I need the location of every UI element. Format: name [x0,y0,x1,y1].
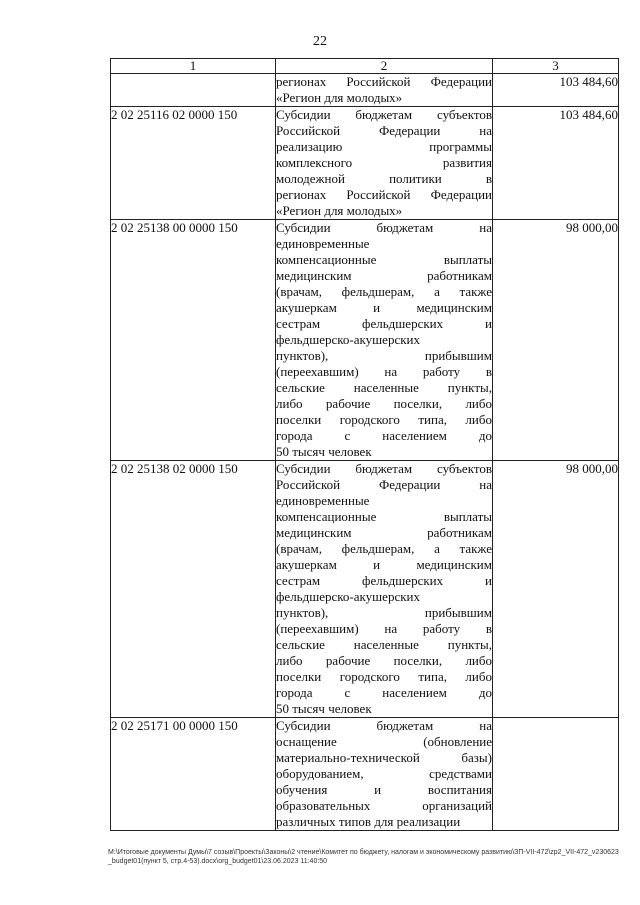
description-line: медицинским работникам [276,525,492,540]
description-line: молодежной политики в [276,171,492,186]
description-line: поселки городского типа, либо [276,669,492,684]
description-line: либо рабочие поселки, либо [276,396,492,411]
budget-code-cell: 2 02 25138 00 0000 150 [111,220,276,461]
description-cell [276,74,493,107]
description-line: компенсационные выплаты [276,509,492,524]
description-line: Российской Федерации на [276,123,492,138]
description-line: города с населением до [276,428,492,443]
description-line: фельдшерско-акушерских [276,332,420,347]
description-line: регионах Российской Федерации [276,74,492,89]
description-line: оснащение (обновление [276,734,492,749]
budget-code-cell: 2 02 25171 00 0000 150 [111,718,276,831]
budget-code-cell [111,74,276,107]
description-line: различных типов для реализации [276,814,461,829]
description-line: акушеркам и медицинским [276,300,492,315]
document-file-path: M:\Итоговые документы Думы\7 созыв\Проекты\Законы\2 чтение\Комитет по бюджету, налогам и экономическому развитию\ЗП-VII-472\zp2_VII-472_v230623_budget01(пункт 5, стр.4-53).docx\org_budget01\23.06.2023 11:40:50 [108,849,619,865]
description-line: пунктов), прибывшим [276,605,492,620]
table-row [111,220,619,461]
description-line: компенсационные выплаты [276,252,492,267]
budget-code-cell: 2 02 25116 02 0000 150 [111,107,276,220]
column-header-2: 2 [276,59,493,74]
description-line: (переехавшим) на работу в [276,621,492,636]
description-line: единовременные [276,236,370,251]
column-header-1: 1 [111,59,276,74]
description-line: Субсидии бюджетам субъектов [276,461,492,476]
table-row [111,718,619,831]
description-line: сельские населенные пункты, [276,380,492,395]
table-row [111,461,619,718]
description-line: пунктов), прибывшим [276,348,492,363]
description-line: 50 тысяч человек [276,444,372,459]
table-body [111,74,619,831]
table-header-row [111,59,619,74]
description-line: «Регион для молодых» [276,203,403,218]
description-cell [276,718,493,831]
description-line: образовательных организаций [276,798,492,813]
description-line: Субсидии бюджетам субъектов [276,107,492,122]
amount-cell: 103 484,60 [493,74,619,107]
description-line: регионах Российской Федерации [276,187,492,202]
description-line: реализацию программы [276,139,492,154]
amount-cell: 98 000,00 [493,220,619,461]
amount-cell [493,718,619,831]
column-header-3: 3 [493,59,619,74]
table-row [111,107,619,220]
description-line: сельские населенные пункты, [276,637,492,652]
description-line: Российской Федерации на [276,477,492,492]
description-line: (переехавшим) на работу в [276,364,492,379]
description-cell [276,461,493,718]
description-line: фельдшерско-акушерских [276,589,420,604]
description-line: Субсидии бюджетам на [276,718,492,733]
description-line: оборудованием, средствами [276,766,492,781]
page-number: 22 [313,34,327,49]
description-line: либо рабочие поселки, либо [276,653,492,668]
description-cell [276,220,493,461]
description-line: сестрам фельдшерских и [276,316,492,331]
description-line: обучения и воспитания [276,782,492,797]
description-line: (врачам, фельдшерам, а также [276,541,492,556]
description-line: сестрам фельдшерских и [276,573,492,588]
budget-table [110,58,619,831]
budget-code-cell: 2 02 25138 02 0000 150 [111,461,276,718]
description-line: 50 тысяч человек [276,701,372,716]
description-line: акушеркам и медицинским [276,557,492,572]
description-line: поселки городского типа, либо [276,412,492,427]
description-line: материально-технической базы) [276,750,492,765]
description-line: комплексного развития [276,155,492,170]
description-line: медицинским работникам [276,268,492,283]
amount-cell: 103 484,60 [493,107,619,220]
description-cell [276,107,493,220]
table-row [111,74,619,107]
description-line: «Регион для молодых» [276,90,403,105]
description-line: единовременные [276,493,370,508]
amount-cell: 98 000,00 [493,461,619,718]
description-line: Субсидии бюджетам на [276,220,492,235]
description-line: города с населением до [276,685,492,700]
description-line: (врачам, фельдшерам, а также [276,284,492,299]
